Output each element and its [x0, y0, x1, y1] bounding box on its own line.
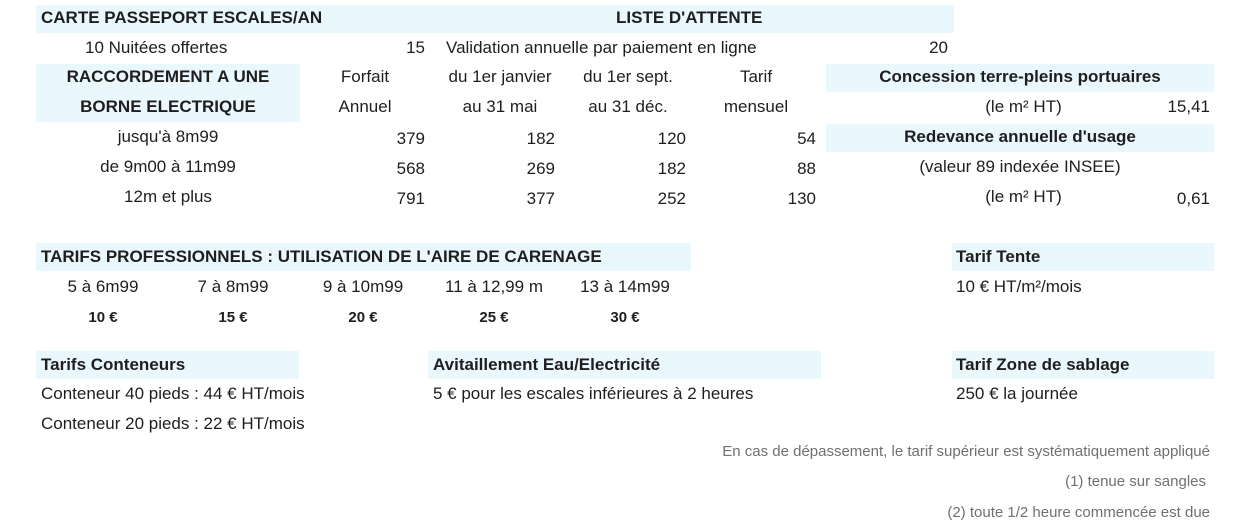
- carenage-size: 9 à 10m99: [322, 277, 404, 296]
- header-forfait-line1: Forfait: [340, 67, 390, 86]
- raccordement-cell: 568: [396, 159, 425, 178]
- carenage-size: 13 à 14m99: [580, 277, 670, 296]
- passport-title: CARTE PASSEPORT ESCALES/AN: [41, 8, 323, 27]
- concession-title: Concession terre-pleins portuaires: [879, 67, 1161, 86]
- waitlist-row-label: Validation annuelle par paiement en ligne: [446, 38, 757, 57]
- header-janvier-line1: du 1er janvier: [448, 67, 552, 86]
- tente-title: Tarif Tente: [956, 247, 1041, 266]
- raccordement-cell: 182: [526, 129, 555, 148]
- header-tarif-line2: mensuel: [723, 97, 789, 116]
- header-tarif-line1: Tarif: [739, 67, 773, 86]
- waitlist-title: LISTE D'ATTENTE: [616, 8, 763, 27]
- conteneurs-line1: Conteneur 40 pieds : 44 € HT/mois: [41, 384, 305, 403]
- carenage-size: 11 à 12,99 m: [445, 277, 543, 296]
- carenage-size: 7 à 8m99: [197, 277, 269, 296]
- raccordement-cell: 252: [657, 189, 686, 208]
- raccordement-row-label: 12m et plus: [124, 187, 212, 206]
- redevance-value: 0,61: [1176, 189, 1210, 208]
- raccordement-cell: 182: [657, 159, 686, 178]
- raccordement-title-line2: BORNE ELECTRIQUE: [80, 97, 256, 116]
- redevance-sub: (valeur 89 indexée INSEE): [919, 157, 1121, 176]
- raccordement-cell: 377: [526, 189, 555, 208]
- carenage-price: 15 €: [218, 309, 248, 326]
- sablage-title: Tarif Zone de sablage: [956, 355, 1130, 374]
- conteneurs-line2: Conteneur 20 pieds : 22 € HT/mois: [41, 414, 305, 433]
- tente-value: 10 € HT/m²/mois: [956, 277, 1082, 296]
- raccordement-row-label: de 9m00 à 11m99: [100, 157, 236, 176]
- redevance-title: Redevance annuelle d'usage: [904, 127, 1136, 146]
- carenage-price: 25 €: [479, 309, 509, 326]
- conteneurs-title: Tarifs Conteneurs: [41, 355, 186, 374]
- carenage-price: 10 €: [88, 309, 118, 326]
- raccordement-cell: 791: [396, 189, 425, 208]
- sablage-value: 250 € la journée: [956, 384, 1078, 403]
- raccordement-title-line1: RACCORDEMENT A UNE: [66, 67, 270, 86]
- concession-unit: (le m² HT): [985, 97, 1062, 116]
- note-depassement: En cas de dépassement, le tarif supérieur est systématiquement appliqué: [722, 443, 1210, 460]
- note-sangles: (1) tenue sur sangles: [1065, 473, 1206, 490]
- raccordement-cell: 269: [526, 159, 555, 178]
- passport-row-value: 15: [406, 38, 425, 57]
- note-demi-heure: (2) toute 1/2 heure commencée est due: [947, 504, 1210, 521]
- raccordement-cell: 54: [797, 129, 816, 148]
- raccordement-cell: 130: [787, 189, 816, 208]
- raccordement-cell: 88: [797, 159, 816, 178]
- carenage-price: 20 €: [348, 309, 378, 326]
- carenage-price: 30 €: [610, 309, 640, 326]
- raccordement-cell: 120: [657, 129, 686, 148]
- header-janvier-line2: au 31 mai: [462, 97, 538, 116]
- carenage-size: 5 à 6m99: [67, 277, 139, 296]
- avitaillement-title: Avitaillement Eau/Electricité: [433, 355, 661, 374]
- raccordement-row-label: jusqu'à 8m99: [117, 127, 219, 146]
- passport-row-label: 10 Nuitées offertes: [85, 38, 228, 57]
- redevance-unit: (le m² HT): [985, 187, 1062, 206]
- header-forfait-line2: Annuel: [338, 97, 392, 116]
- raccordement-cell: 379: [396, 129, 425, 148]
- concession-value: 15,41: [1167, 97, 1210, 116]
- header-sept-line1: du 1er sept.: [583, 67, 673, 86]
- header-sept-line2: au 31 déc.: [588, 97, 668, 116]
- waitlist-row-value: 20: [929, 38, 948, 57]
- avitaillement-line1: 5 € pour les escales inférieures à 2 heures: [433, 384, 754, 403]
- carenage-title: TARIFS PROFESSIONNELS : UTILISATION DE L'AIRE DE CARENAGE: [41, 247, 602, 266]
